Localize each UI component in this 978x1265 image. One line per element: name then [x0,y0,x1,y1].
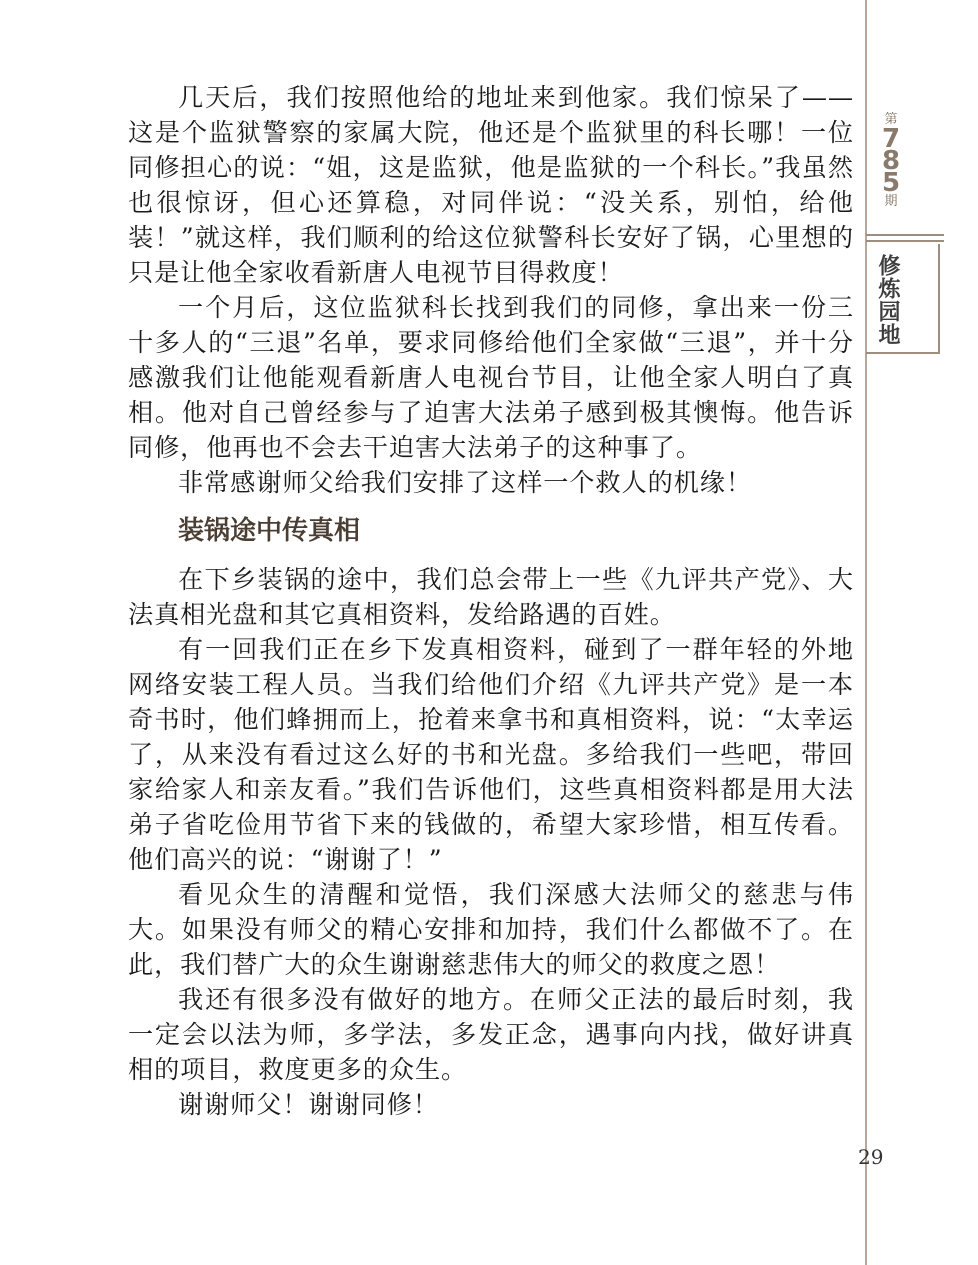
sidebar-double-rule [866,234,944,242]
paragraph: 谢谢师父！谢谢同修！ [178,1090,439,1119]
issue-digit: 7 [881,124,901,154]
issue-digit: 8 [881,146,901,176]
section-tab [866,244,940,354]
section-label: 修炼园地 [875,254,900,346]
issue-marker [868,112,914,230]
section-heading: 装锅途中传真相 [178,516,361,546]
article-body [128,80,854,1122]
issue-digit: 5 [881,168,901,198]
issue-number [881,124,901,198]
page-number: 29 [858,1145,884,1169]
paragraph: 我还有很多没有做好的地方。在师父正法的最后时刻，我一定会以法为师，多学法，多发正念，遇事向内找，做好讲真相的项目，救度更多的众生。 [128,985,854,1084]
paragraph: 几天后，我们按照他给的地址来到他家。我们惊呆了——这是个监狱警察的家属大院，他还是个监狱里的科长哪！一位同修担心的说：“姐，这是监狱，他是监狱的一个科长。”我虽然也很惊讶，但心还算稳，对同伴说：“没关系，别怕，给他装！”就这样，我们顺利的给这位狱警科长安好了锅，心里想的只是让他全家收看新唐人电视节目得救度！ [128,83,854,287]
issue-suffix: 期 [884,194,898,209]
paragraph: 非常感谢师父给我们安排了这样一个救人的机缘！ [178,468,752,497]
paragraph: 有一回我们正在乡下发真相资料，碰到了一群年轻的外地网络安装工程人员。当我们给他们介绍《九评共产党》是一本奇书时，他们蜂拥而上，抢着来拿书和真相资料，说：“太幸运了，从来没有看过这么好的书和光盘。多给我们一些吧，带回家给家人和亲友看。”我们告诉他们，这些真相资料都是用大法弟子省吃俭用节省下来的钱做的，希望大家珍惜，相互传看。他们高兴的说：“谢谢了！” [128,635,854,874]
paragraph: 在下乡装锅的途中，我们总会带上一些《九评共产党》、大法真相光盘和其它真相资料，发给路遇的百姓。 [128,565,854,629]
issue-prefix: 第 [884,112,898,127]
paragraph: 看见众生的清醒和觉悟，我们深感大法师父的慈悲与伟大。如果没有师父的精心安排和加持，我们什么都做不了。在此，我们替广大的众生谢谢慈悲伟大的师父的救度之恩！ [128,880,854,979]
paragraph: 一个月后，这位监狱科长找到我们的同修，拿出来一份三十多人的“三退”名单，要求同修给他们全家做“三退”，并十分感激我们让他能观看新唐人电视台节目，让他全家人明白了真相。他对自己曾经参与了迫害大法弟子感到极其懊悔。他告诉同修，他再也不会去干迫害大法弟子的这种事了。 [128,293,854,462]
sidebar-divider-line [865,0,867,1265]
